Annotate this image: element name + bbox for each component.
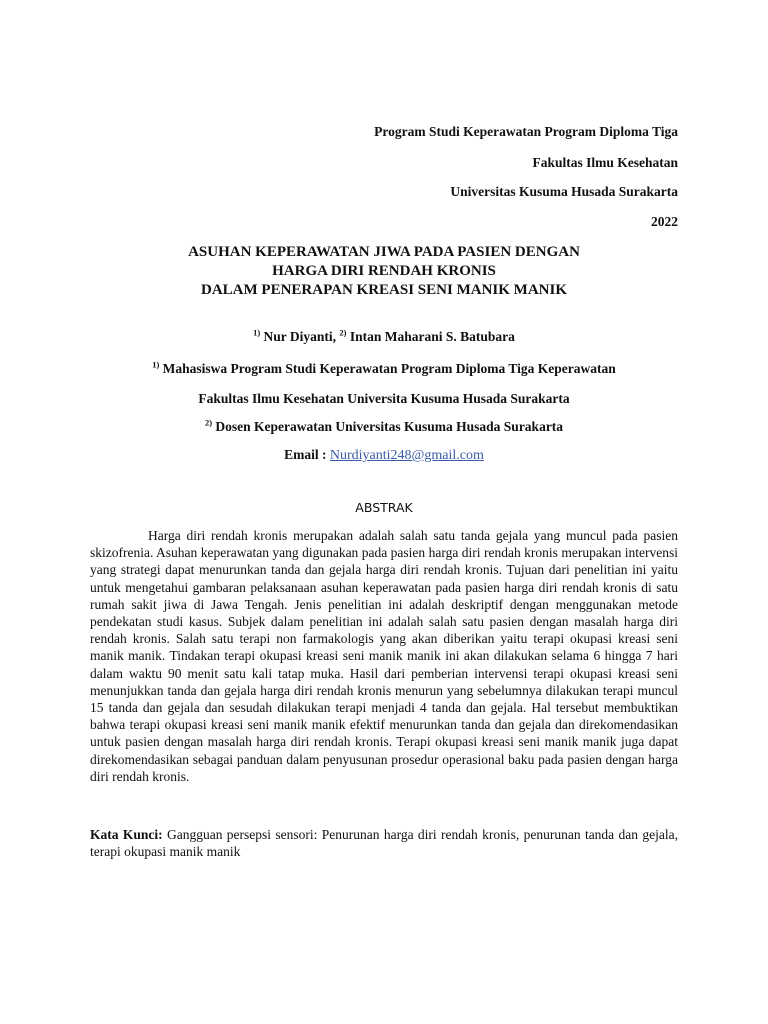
keywords-label: Kata Kunci: — [90, 827, 163, 842]
keywords-text: Gangguan persepsi sensori: Penurunan harga diri rendah kronis, penurunan tanda dan gejala, terapi okupasi manik manik — [90, 827, 678, 860]
affiliation-2-text: Dosen Keperawatan Universitas Kusuma Husada Surakarta — [212, 419, 564, 434]
title-line-1: ASUHAN KEPERAWATAN JIWA PADA PASIEN DENGAN — [188, 244, 580, 260]
title-line-2: HARGA DIRI RENDAH KRONIS — [272, 263, 496, 279]
paper-title — [0, 243, 768, 300]
email-line — [0, 447, 768, 464]
affiliation-2-marker: 2) — [204, 417, 213, 428]
abstract-body: Harga diri rendah kronis merupakan adalah salah satu tanda gejala yang muncul pada pasien skizofrenia. Asuhan keperawatan yang digunakan pada pasien harga diri rendah kronis merupakan intervensi yang strategi dapat menurunkan tanda dan gejala harga diri rendah kronis. Tujuan dari penelitian ini yaitu untuk mengetahui gambaran pelaksanaan asuhan keperawatan pada pasien harga diri rendah kronis di satu rumah sakit jiwa di Jawa Tengah. Jenis penelitian ini adalah deskriptif dengan menggunakan metode pendekatan studi kasus. Subjek dalam penelitian ini adalah salah satu pasien dengan masalah harga diri rendah kronis. Salah satu terapi non farmakologis yang akan diberikan yaitu terapi okupasi kreasi seni manik manik. Tindakan terapi okupasi kreasi seni manik manik ini akan dilakukan selama 6 hingga 7 hari dalam waktu 90 menit satu kali tatap muka. Hasil dari pemberian intervensi terapi okupasi kreasi seni menunjukkan tanda dan gejala harga diri rendah kronis menurun yang sebelumnya dilakukan terapi muncul 15 tanda dan gejala dan sesudah dilakukan terapi menjadi 4 tanda dan gejala. Hal tersebut membuktikan bahwa terapi okupasi kreasi seni manik manik efektif menurunkan tanda dan gejala dan direkomendasikan untuk pasien dengan masalah harga diri rendah kronis. Terapi okupasi kreasi seni manik manik juga dapat direkomendasikan sebagai panduan dalam penyusunan prosedur operasional baku pada pasien dengan harga diri rendah kronis. — [90, 528, 678, 784]
title-line-3: DALAM PENERAPAN KREASI SENI MANIK MANIK — [201, 282, 567, 298]
affiliation-1-marker: 1) — [152, 359, 160, 370]
author-1-marker: 1) — [253, 327, 261, 338]
affiliation-1-line-2: Fakultas Ilmu Kesehatan Universita Kusuma Husada Surakarta — [198, 391, 570, 406]
faculty-name: Fakultas Ilmu Kesehatan — [532, 155, 678, 170]
email-link[interactable]: Nurdiyanti248@gmail.com — [329, 448, 484, 463]
affiliation-1-line-1 — [0, 361, 768, 377]
author-1-name: Nur Diyanti, — [260, 329, 340, 344]
author-list — [0, 329, 768, 345]
program-name: Program Studi Keperawatan Program Diploma Tiga — [374, 124, 678, 139]
affiliation-2 — [0, 419, 768, 435]
affiliation-1-text: Mahasiswa Program Studi Keperawatan Program Diploma Tiga Keperawatan — [159, 361, 616, 376]
publication-year: 2022 — [651, 214, 678, 229]
email-label: Email : — [284, 447, 330, 462]
university-name: Universitas Kusuma Husada Surakarta — [450, 184, 678, 199]
author-2-name: Intan Maharani S. Batubara — [346, 329, 515, 344]
author-2-marker: 2) — [339, 327, 347, 338]
keywords — [90, 826, 678, 860]
abstract-heading: ABSTRAK — [355, 500, 413, 515]
